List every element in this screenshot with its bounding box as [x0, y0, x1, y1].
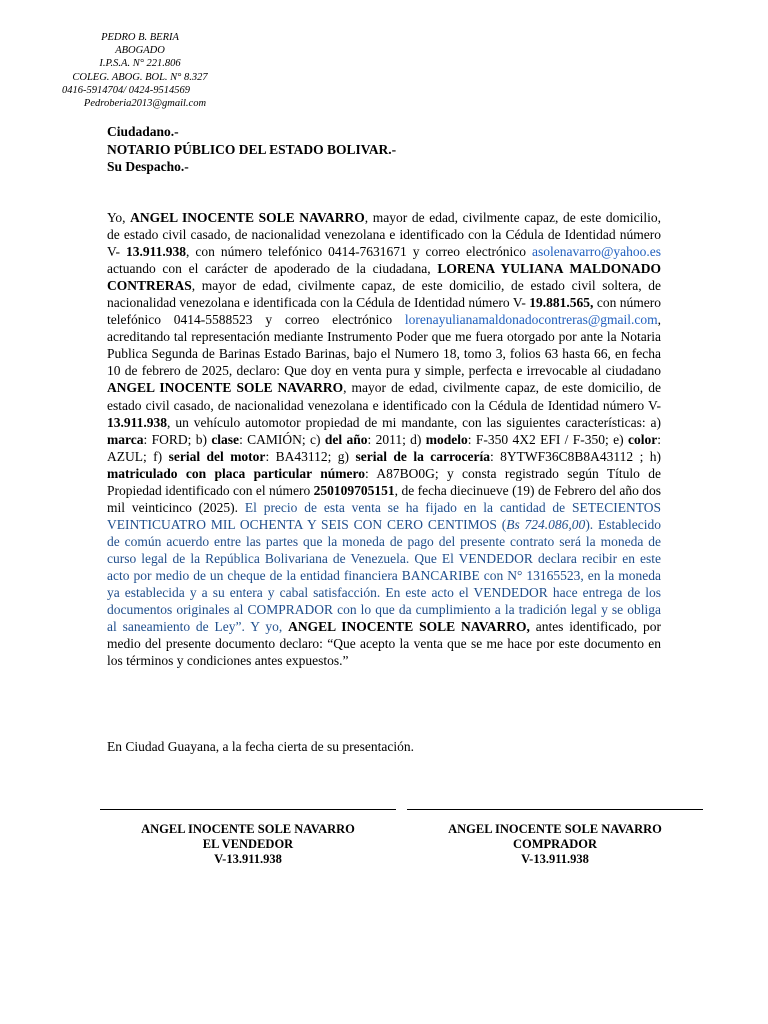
- signature-id: V-13.911.938: [521, 852, 589, 866]
- body-text: , acreditando tal representación mediante Instrumento Poder que me fuera otorgado por ante la Notaria Publica Segunda de Barinas Estado Barinas, bajo el Numero 18, tomo 3, folios 63 hasta 66, en fecha 10 de febrero de 2025, declaro: Que doy en venta pura y simple, perfecta e irrevocable al ciudadano: [107, 312, 661, 379]
- body-text: antes identificado, por medio del presente documento declaro: “Que acepto la venta que se me hace por este documento en los términos y condiciones antes expuestos.”: [107, 619, 661, 669]
- seller-agent-name: ANGEL INOCENTE SOLE NAVARRO: [130, 210, 365, 225]
- label-marca: marca: [107, 431, 144, 447]
- label-color: color: [627, 431, 658, 447]
- body-text: , mayor de edad, civilmente capaz, de este domicilio, de estado civil casado, de nacionalidad venezolana e identificado con la Cédula de Identidad número V-: [107, 210, 662, 260]
- lawyer-title: ABOGADO: [115, 45, 165, 57]
- value-color: : AZUL; f): [107, 431, 661, 464]
- cedula-1: 13.911.938: [126, 244, 187, 260]
- buyer-name-2: ANGEL INOCENTE SOLE NAVARRO,: [288, 619, 530, 635]
- addressee-line-1: Ciudadano.-: [107, 124, 179, 139]
- letterhead: [40, 31, 240, 110]
- label-carroceria: serial de la carrocería: [355, 448, 490, 464]
- price-amount: Bs 724.086,00: [506, 516, 586, 532]
- cedula-2: 19.881.565,: [529, 295, 594, 311]
- document-body: [107, 209, 661, 669]
- body-text: , de fecha diecinueve (19) de Febrero del año dos mil veinticinco (2025).: [107, 482, 661, 515]
- signature-seller: [100, 809, 396, 867]
- signature-role: COMPRADOR: [512, 837, 597, 851]
- signature-role: EL VENDEDOR: [202, 837, 294, 851]
- body-text: Yo,: [107, 210, 131, 225]
- addressee-line-2: NOTARIO PÚBLICO DEL ESTADO BOLIVAR.-: [107, 141, 397, 157]
- signature-line: [407, 809, 703, 822]
- value-placa: : A87BO0G; y consta registrado según Título de Propiedad identificado con el número: [107, 465, 661, 498]
- cedula-3: 13.911.938: [107, 414, 168, 430]
- lawyer-name: PEDRO B. BERIA: [101, 32, 179, 43]
- principal-name: LORENA YULIANA MALDONADO CONTRERAS: [107, 261, 661, 294]
- label-motor: serial del motor: [168, 448, 266, 464]
- signature-name: ANGEL INOCENTE SOLE NAVARRO: [141, 822, 355, 836]
- label-anio: del año: [324, 431, 368, 447]
- price-text: El precio de esta venta se ha fijado en la cantidad de SETECIENTOS VEINTICUATRO MIL OCHENTA Y SEIS CON CERO CENTIMOS (: [107, 499, 661, 532]
- body-paragraph: [107, 209, 661, 669]
- titulo-numero: 250109705151: [313, 482, 395, 498]
- addressee-line-3: Su Despacho.-: [107, 159, 189, 174]
- label-clase: clase: [211, 431, 240, 447]
- lawyer-phones: 0416-5914704/ 0424-9514569: [61, 84, 191, 96]
- email-link-2[interactable]: lorenayulianamaldonadocontreras@gmail.com: [404, 312, 658, 328]
- value-clase: : CAMIÓN; c): [239, 431, 325, 447]
- buyer-name: ANGEL INOCENTE SOLE NAVARRO: [107, 380, 344, 396]
- addressee: [107, 123, 396, 176]
- value-anio: : 2011; d): [367, 431, 426, 447]
- email-link-1[interactable]: asolenavarro@yahoo.es: [531, 244, 661, 260]
- value-carroceria: : 8YTWF36C8B8A43112 ; h): [489, 448, 662, 464]
- body-text: ). Establecido de común acuerdo entre las partes que la moneda de pago del presente contrato será la moneda de curso legal de la República Bolivariana de Venezuela. Que El VENDEDOR declara recibir en este acto por medio de un cheque de la entidad financiera BANCARIBE con N° 13165523, en la moneda ya establecida y a su entera y cabal satisfacción. En este acto el VENDEDOR hace entrega de los documentos originales al COMPRADOR con lo que da cumplimiento a la tradición legal y se obliga al saneamiento de Ley”. Y yo,: [107, 516, 662, 635]
- body-text: , mayor de edad, civilmente capaz, de este domicilio, de estado civil casado, de nacionalidad venezolana e identificado con la Cédula de Identidad número V-: [107, 380, 661, 413]
- closing-line: En Ciudad Guayana, a la fecha cierta de su presentación.: [107, 739, 414, 754]
- signature-id: V-13.911.938: [214, 852, 282, 866]
- lawyer-ipsa: I.P.S.A. N° 221.806: [99, 58, 181, 70]
- label-placa: matriculado con placa particular número: [107, 465, 365, 481]
- value-marca: : FORD; b): [143, 431, 212, 447]
- body-text: , mayor de edad, civilmente capaz, de este domicilio, de estado civil soltera, de nacionalidad venezolana e identificada con la Cédula de Identidad número V-: [107, 278, 661, 311]
- lawyer-colegio: COLEG. ABOG. BOL. N° 8.327: [72, 71, 208, 83]
- lawyer-email: Pedroberia2013@gmail.com: [83, 98, 207, 110]
- body-text: , con número telefónico 0414-7631671 y correo electrónico: [186, 244, 532, 260]
- value-modelo: : F-350 4X2 EFI / F-350; e): [467, 431, 628, 447]
- body-text: con número telefónico 0414-5588523 y correo electrónico: [107, 295, 661, 328]
- signature-line: [100, 809, 396, 822]
- signature-name: ANGEL INOCENTE SOLE NAVARRO: [448, 822, 662, 836]
- value-motor: : BA43112; g): [265, 448, 356, 464]
- body-text: , un vehículo automotor propiedad de mi mandante, con las siguientes características: a): [167, 414, 661, 430]
- signature-buyer: [407, 809, 703, 867]
- body-text: actuando con el carácter de apoderado de la ciudadana,: [107, 261, 438, 277]
- label-modelo: modelo: [425, 431, 468, 447]
